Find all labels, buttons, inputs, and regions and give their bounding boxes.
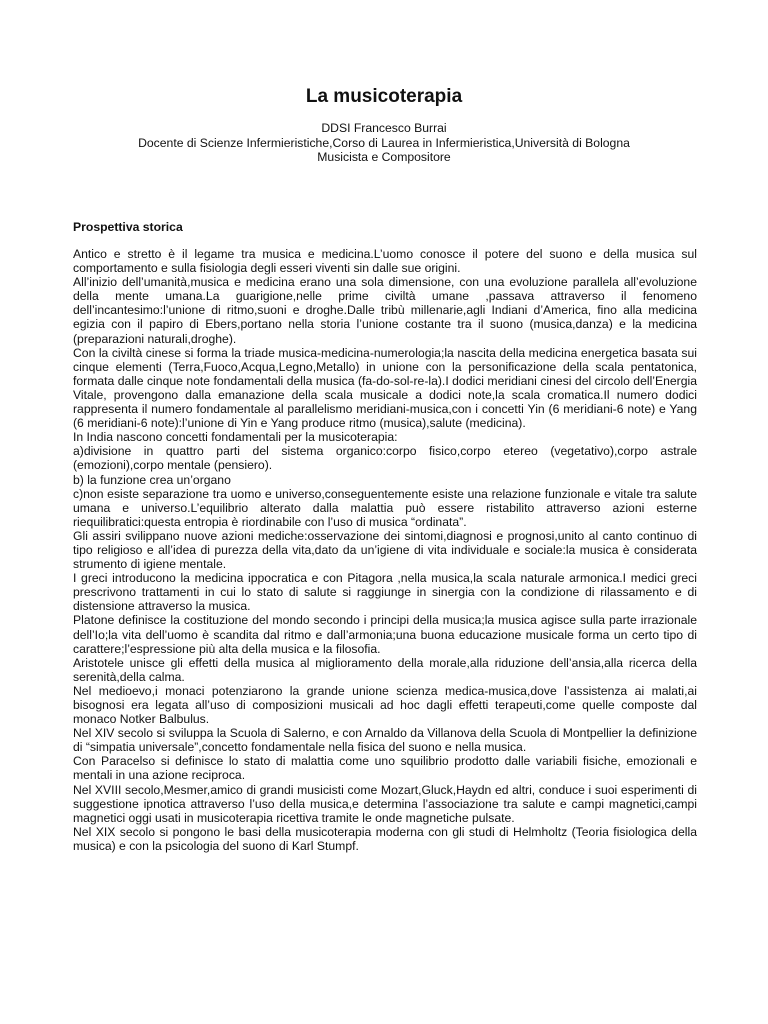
author-role: Musicista e Compositore: [317, 150, 451, 164]
author-affiliation: Docente di Scienze Infermieristiche,Corso di Laurea in Infermieristica,Università di Bologna: [138, 135, 630, 150]
paragraph: Nel XIX secolo si pongono le basi della musicoterapia moderna con gli studi di Helmholtz (Teoria fisiologica della musica) e con la psicologia del suono di Karl Stumpf.: [73, 824, 697, 853]
author-block: [0, 121, 768, 165]
paragraph: c)non esiste separazione tra uomo e universo,conseguentemente esiste una relazione funzionale e vitale tra salute umana e universo.L’equilibrio alterato dalla malattia può essere ristabilito attraverso azioni esterne riequilibratici:questa entropia è riordinabile con l’uso di musica “ordinata”.: [73, 486, 697, 529]
paragraph: Nel XVIII secolo,Mesmer,amico di grandi musicisti come Mozart,Gluck,Haydn ed altri, conduce i suoi esperimenti di suggestione ipnotica attraverso l’uso della musica,e determina l’associazione tra salute e campi magnetici,campi magnetici oggi usati in musicoterapia ricettiva tramite le onde magnetiche pulsate.: [73, 782, 697, 825]
paragraph: In India nascono concetti fondamentali per la musicoterapia:: [73, 430, 398, 445]
paragraph: b) la funzione crea un’organo: [73, 472, 231, 487]
paragraph: Con Paracelso si definisce lo stato di malattia come uno squilibrio prodotto dalle variabili fisiche, emozionali e mentali in una azione reciproca.: [73, 754, 697, 783]
paragraph: All’inizio dell’umanità,musica e medicina erano una sola dimensione, con una evoluzione parallela all’evoluzione della mente umana.La guarigione,nelle prime civiltà umane ,passava attraverso il fenomeno dell’incantesimo:l’unione di ritmo,suoni e droghe.Dalle tribù millenarie,agli Indiani d’America, fino alla medicina egizia con il papiro di Ebers,portano nella storia l’unione costante tra il suono (musica,danza) e la medicina (preparazioni naturali,droghe).: [73, 275, 697, 346]
paragraph: Nel XIV secolo si sviluppa la Scuola di Salerno, e con Arnaldo da Villanova della Scuola di Montpellier la definizione di “simpatia universale”,concetto fondamentale nella fisica del suono e nella musica.: [73, 726, 697, 755]
paragraph: Aristotele unisce gli effetti della musica al miglioramento della morale,alla riduzione dell’ansia,alla ricerca della serenità,della calma.: [73, 655, 697, 684]
paragraph: a)divisione in quattro parti del sistema organico:corpo fisico,corpo etereo (vegetativo),corpo astrale (emozioni),corpo mentale (pensiero).: [73, 444, 697, 473]
paragraph: Nel medioevo,i monaci potenziarono la grande unione scienza medica-musica,dove l’assistenza ai malati,ai bisognosi era legata all’uso di composizioni musicali ad hoc dagli effetti terapeuti,come quelle composte dal monaco Notker Balbulus.: [73, 683, 697, 727]
document-title: La musicoterapia: [305, 86, 463, 107]
section-body: [73, 247, 697, 853]
paragraph: Platone definisce la costituzione del mondo secondo i principi della musica;la musica agisce sulla parte irrazionale dell’Io;la vita dell’uomo è scandita dal ritmo e dall’armonia;una buona educazione musicale forma un certo tipo di carattere;l’espressione più alta della musica e la filosofia.: [73, 613, 697, 656]
section-heading: Prospettiva storica: [73, 220, 183, 234]
paragraph: Gli assiri svilippano nuove azioni mediche:osservazione dei sintomi,diagnosi e prognosi,unito al canto continuo di tipo religioso e all’idea di purezza della vita,dato da un’igiene di vita individuale e sociale:la musica è considerata strumento di igiene mentale.: [73, 528, 697, 572]
paragraph: Antico e stretto è il legame tra musica e medicina.L’uomo conosce il potere del suono e della musica sul comportamento e sulla fisiologia degli esseri viventi sin dalle sue origini.: [73, 247, 697, 276]
paragraph: I greci introducono la medicina ippocratica e con Pitagora ,nella musica,la scala naturale armonica.I medici greci prescrivono trattamenti in cui lo stato di salute si raggiunge in sinergia con la condizione di rilassamento e di distensione attraverso la musica.: [73, 571, 697, 614]
author-name: DDSI Francesco Burrai: [321, 121, 447, 135]
paragraph: Con la civiltà cinese si forma la triade musica-medicina-numerologia;la nascita della medicina energetica basata sui cinque elementi (Terra,Fuoco,Acqua,Legno,Metallo) in unione con la personificazione della scala pentatonica, formata dalle cinque note fondamentali della musica (fa-do-sol-re-la).I dodici meridiani cinesi del circolo dell’Energia Vitale, provengono dalla emanazione della scala musicale a dodici note,la scala cromatica.Il numero dodici rappresenta il numero fondamentale al parallelismo meridiani-musica,con i concetti Yin (6 meridiani-6 note) e Yang (6 meridiani-6 note):l’unione di Yin e Yang produce ritmo (musica),salute (medicina).: [73, 345, 697, 431]
